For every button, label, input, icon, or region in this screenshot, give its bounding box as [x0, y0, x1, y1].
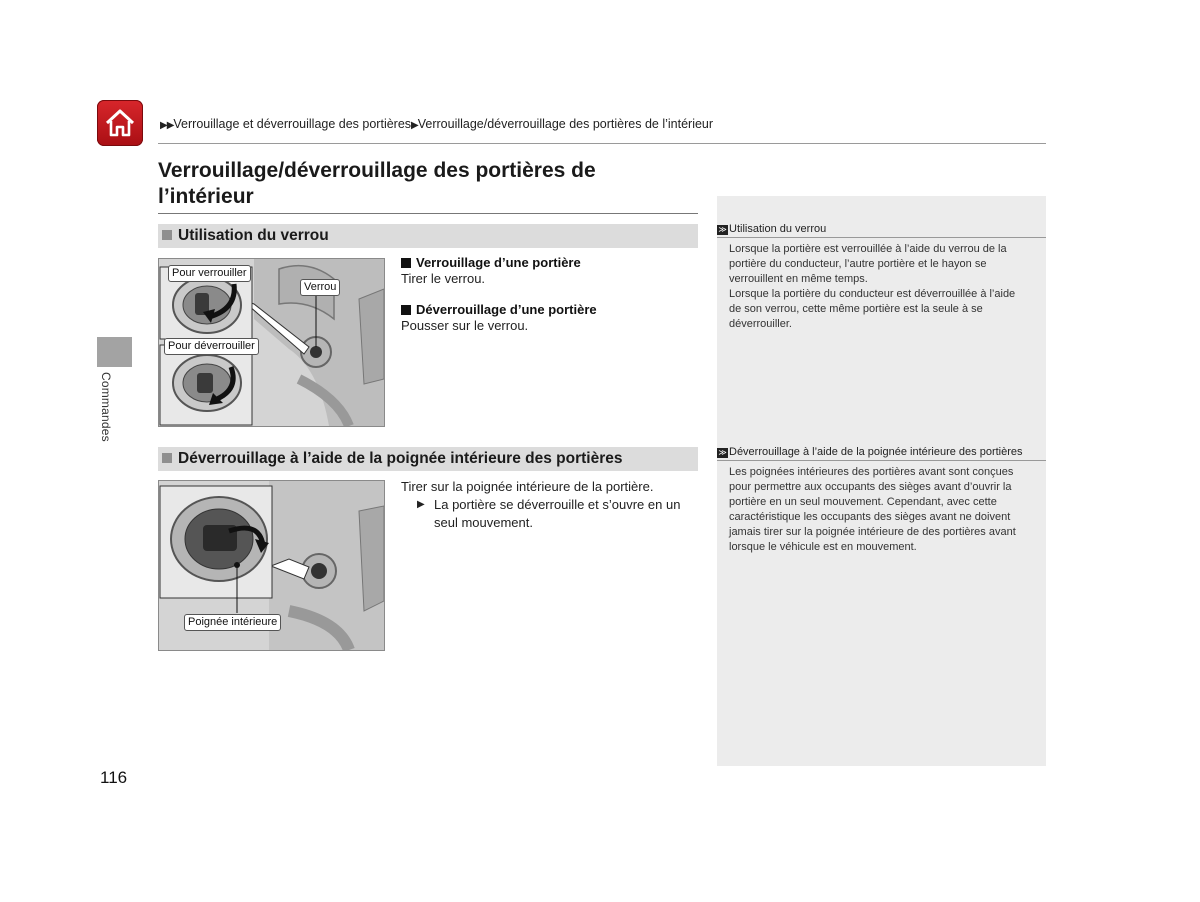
- title-divider: [158, 213, 698, 214]
- chapter-tab[interactable]: [97, 337, 132, 367]
- note-title: ≫ Utilisation du verrou: [718, 223, 827, 235]
- lock-subheading: Verrouillage d’une portière: [401, 255, 701, 270]
- note-reference-icon: ≫: [718, 225, 727, 234]
- note-lock: [717, 223, 1046, 332]
- note-body: Lorsque la portière est verrouillée à l’aide du verrou de la portière du conducteur, l’autre portière et le hayon se verrouillent en même temps. Lorsque la portière du conducteur est déverrouillée à l’aide de son verrou, cette même portière est la seule à se déverrouiller.: [729, 243, 1016, 330]
- page-number: 116: [100, 768, 128, 787]
- note-title: ≫ Déverrouillage à l’aide de la poignée intérieure des portières: [718, 446, 1023, 458]
- house-icon: [103, 106, 137, 140]
- unlock-text: Pousser sur le verrou.: [401, 318, 529, 333]
- breadcrumb-parent-link[interactable]: Verrouillage et déverrouillage des portières: [173, 117, 412, 131]
- header-divider: [158, 143, 1046, 144]
- chapter-tab-label: Commandes: [99, 372, 113, 442]
- lock-instructions: [401, 255, 701, 335]
- lock-text: Tirer le verrou.: [401, 271, 486, 286]
- lock-illustration: [158, 258, 385, 427]
- breadcrumb-current: Verrouillage/déverrouillage des portières de l’intérieur: [417, 117, 714, 131]
- page-title: Verrouillage/déverrouillage des portières de l’intérieur: [158, 159, 596, 208]
- result-arrow-icon: ▶: [417, 499, 425, 510]
- figure-label-lock: Pour verrouiller: [168, 265, 251, 282]
- section-heading-text: Déverrouillage à l’aide de la poignée intérieure des portières: [178, 450, 623, 467]
- section-heading-lock: [158, 224, 698, 248]
- bullet-square-icon: [401, 258, 411, 268]
- breadcrumb: [160, 117, 713, 131]
- breadcrumb-arrow-icon: ▶: [411, 120, 418, 131]
- section-heading-text: Utilisation du verrou: [178, 227, 329, 244]
- result-line-2: seul mouvement.: [434, 515, 533, 530]
- figure-label-inner-handle: Poignée intérieure: [184, 614, 281, 631]
- section-marker-icon: [162, 453, 172, 463]
- note-body: Les poignées intérieures des portières avant sont conçues pour permettre aux occupants des sièges avant d’ouvrir la portière en un seul mouvement. Cependant, avec cette caractéristique les occupants des sièges avant ne doivent jamais tirer sur la poignée intérieure de des portières avant lorsque le véhicule est en mouvement.: [729, 466, 1016, 553]
- inner-handle-illustration: [158, 480, 385, 651]
- figure-label-unlock: Pour déverrouiller: [164, 338, 259, 355]
- unlock-subheading: Déverrouillage d’une portière: [401, 302, 701, 317]
- note-reference-icon: ≫: [718, 448, 727, 457]
- result-line-1: La portière se déverrouille et s’ouvre en un: [434, 497, 681, 512]
- inner-handle-instructions: [401, 478, 701, 532]
- note-inner-handle: [717, 446, 1046, 555]
- section-heading-inner-handle: [158, 447, 698, 471]
- inner-handle-text: Tirer sur la poignée intérieure de la portière.: [401, 479, 654, 494]
- breadcrumb-arrow-icon: ▶▶: [160, 120, 174, 131]
- home-icon[interactable]: [97, 100, 143, 146]
- figure-label-lock-button: Verrou: [300, 279, 340, 296]
- inner-handle-result: [401, 496, 701, 532]
- section-marker-icon: [162, 230, 172, 240]
- bullet-square-icon: [401, 305, 411, 315]
